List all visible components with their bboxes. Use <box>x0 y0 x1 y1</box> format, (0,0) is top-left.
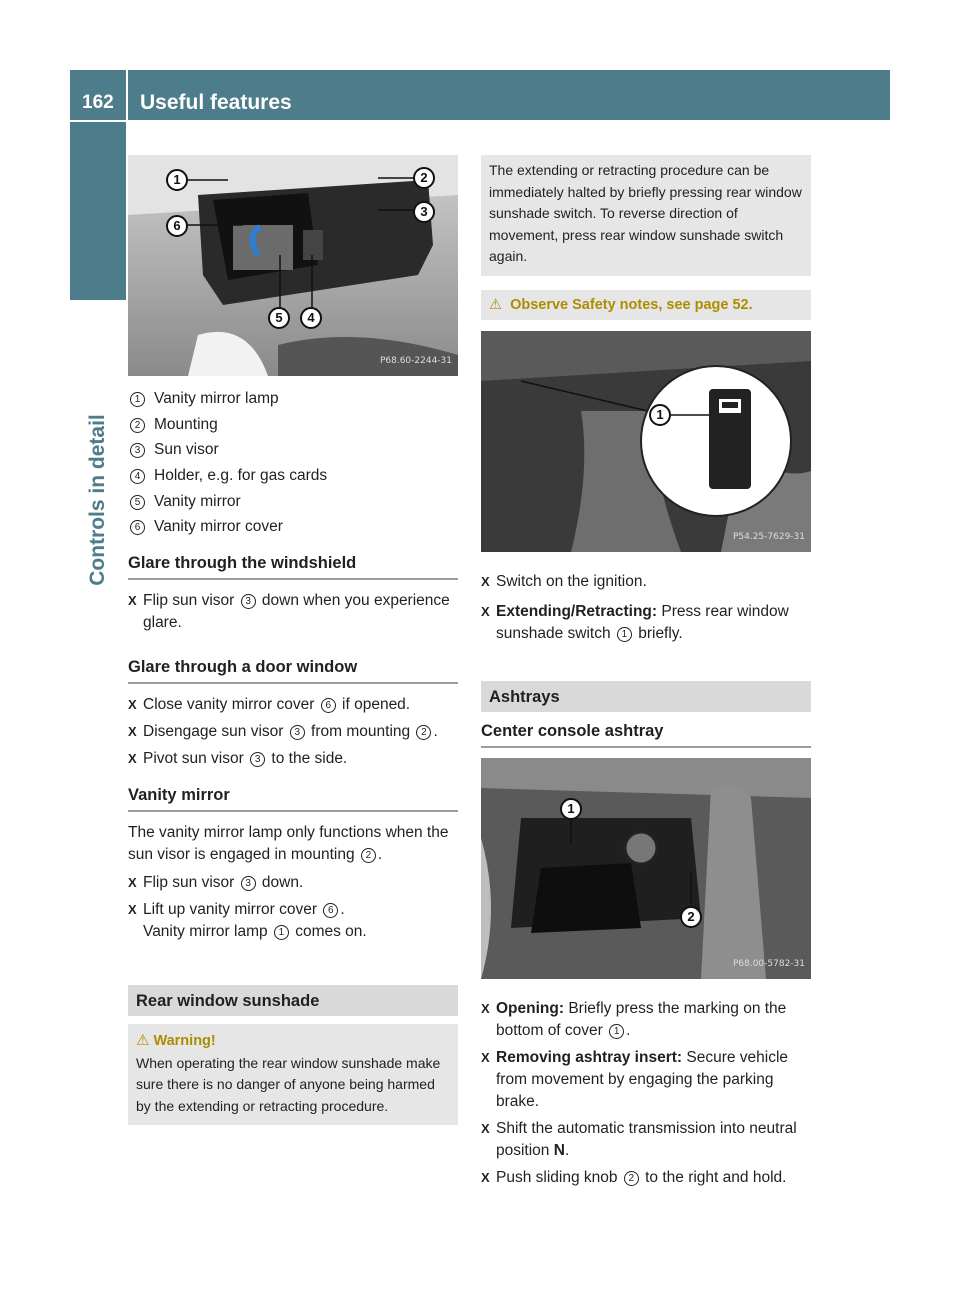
step: X Close vanity mirror cover 6 if opened. <box>128 694 458 716</box>
step: X Extending/Retracting: Press rear window sunshade switch 1 briefly. <box>481 601 811 645</box>
callout-2: 2 <box>680 906 702 928</box>
step-arrow-icon: X <box>128 902 137 918</box>
step: X Flip sun visor 3 down when you experience glare. <box>128 590 458 634</box>
ashtray-image <box>481 758 811 979</box>
step-arrow-icon: X <box>481 1049 490 1065</box>
step: X Opening: Briefly press the marking on the bottom of cover 1 . <box>481 998 811 1042</box>
callout-1: 1 <box>649 404 671 426</box>
callout-2: 2 <box>413 167 435 189</box>
heading-center-console-ashtray: Center console ashtray <box>481 720 811 748</box>
callout-1: 1 <box>560 798 582 820</box>
step-arrow-icon: X <box>481 573 490 589</box>
step-arrow-icon: X <box>481 1120 490 1136</box>
step: X Shift the automatic transmission into neutral position N. <box>481 1118 811 1162</box>
step: X Disengage sun visor 3 from mounting 2 . <box>128 721 458 743</box>
sunshade-switch-image <box>481 331 811 552</box>
page-number: 162 <box>70 70 126 120</box>
left-column <box>128 155 458 1125</box>
step-arrow-icon: X <box>128 875 137 891</box>
ashtray-illustration <box>481 758 811 979</box>
callout-6: 6 <box>166 215 188 237</box>
heading-windshield: Glare through the windshield <box>128 552 458 580</box>
image-code: P68.60-2244-31 <box>379 356 452 366</box>
step: X Push sliding knob 2 to the right and hold. <box>481 1167 811 1189</box>
step: X Pivot sun visor 3 to the side. <box>128 748 458 770</box>
step-arrow-icon: X <box>481 603 490 619</box>
callout-5: 5 <box>268 307 290 329</box>
warning-text: When operating the rear window sunshade make sure there is no danger of anyone being harmed by the extending or retracting procedure. <box>136 1054 441 1114</box>
image-code: P68.00-5782-31 <box>732 958 805 969</box>
right-column <box>481 155 811 1189</box>
chapter-label: Controls in detail <box>86 414 109 586</box>
callout-1: 1 <box>166 169 188 191</box>
warning-icon: ⚠ <box>489 296 502 313</box>
legend-item: 5 Vanity mirror <box>128 489 458 515</box>
section-title: Useful features <box>128 70 890 120</box>
legend-item: 2 Mounting <box>128 412 458 438</box>
step-arrow-icon: X <box>481 1000 490 1016</box>
legend-item: 4 Holder, e.g. for gas cards <box>128 463 458 489</box>
step-arrow-icon: X <box>481 1169 490 1185</box>
step: X Flip sun visor 3 down. <box>128 872 458 894</box>
legend-item: 1 Vanity mirror lamp <box>128 386 458 412</box>
step-arrow-icon: X <box>128 593 137 609</box>
legend-item: 6 Vanity mirror cover <box>128 514 458 540</box>
warning-icon: ⚠ <box>136 1032 150 1050</box>
step: X Lift up vanity mirror cover 6 . Vanity mirror lamp 1 comes on. <box>128 899 458 943</box>
callout-3: 3 <box>413 201 435 223</box>
safety-note: ⚠ Observe Safety notes, see page 52. <box>481 290 811 320</box>
heading-door-window: Glare through a door window <box>128 656 458 684</box>
callout-4: 4 <box>300 307 322 329</box>
heading-vanity-mirror: Vanity mirror <box>128 784 458 812</box>
heading-ashtrays: Ashtrays <box>481 681 811 712</box>
step: X Removing ashtray insert: Secure vehicle from movement by engaging the parking brake. <box>481 1047 811 1113</box>
sunshade-switch-illustration <box>481 331 811 552</box>
note-box: The extending or retracting procedure can be immediately halted by briefly pressing rear window sunshade switch. To reverse direction of movement, press rear window sunshade switch again. <box>481 155 811 276</box>
warning-title: Warning! <box>153 1033 216 1050</box>
step: X Switch on the ignition. <box>481 571 811 593</box>
image-code: P54.25-7629-31 <box>732 531 805 542</box>
legend-item: 3 Sun visor <box>128 437 458 463</box>
step-arrow-icon: X <box>128 724 137 740</box>
paragraph: The vanity mirror lamp only functions when the sun visor is engaged in mounting 2 . <box>128 824 449 864</box>
chapter-tab <box>70 122 126 300</box>
heading-rear-sunshade: Rear window sunshade <box>128 985 458 1016</box>
warning-box <box>128 1024 458 1125</box>
sun-visor-image <box>128 155 458 376</box>
step-arrow-icon: X <box>128 751 137 767</box>
step-arrow-icon: X <box>128 697 137 713</box>
legend-list <box>128 386 458 540</box>
